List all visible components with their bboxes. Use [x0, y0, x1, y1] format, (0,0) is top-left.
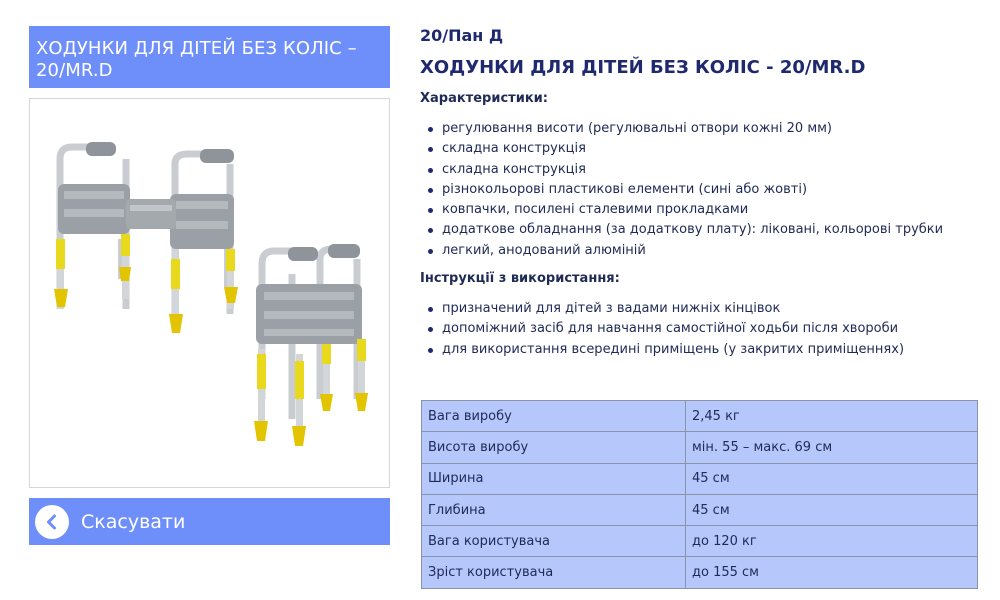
- list-item: складна конструкція: [420, 139, 943, 159]
- list-item: різнокольорові пластикові елементи (сині або жовті): [420, 180, 943, 200]
- spec-key: Глибина: [422, 494, 686, 525]
- list-item: додаткове обладнання (за додаткову плату): ліковані, кольорові трубки: [420, 220, 943, 240]
- table-row: [422, 432, 978, 463]
- spec-value: 45 см: [686, 463, 978, 494]
- product-heading: ХОДУНКИ ДЛЯ ДІТЕЙ БЕЗ КОЛІС - 20/MR.D: [420, 57, 866, 78]
- spec-key: Вага користувача: [422, 526, 686, 557]
- product-code: 20/Пан Д: [420, 26, 504, 45]
- spec-value: до 155 см: [686, 557, 978, 588]
- list-item: складна конструкція: [420, 160, 943, 180]
- spec-key: Зріст користувача: [422, 557, 686, 588]
- table-row: [422, 557, 978, 588]
- left-column: [29, 0, 390, 600]
- list-item: призначений для дітей з вадами нижніх кінцівок: [420, 299, 904, 319]
- list-item: легкий, анодований алюміній: [420, 241, 943, 261]
- characteristics-label: Характеристики:: [420, 91, 548, 106]
- chevron-left-icon: [35, 505, 69, 539]
- table-row: [422, 463, 978, 494]
- table-row: [422, 401, 978, 432]
- table-row: [422, 494, 978, 525]
- list-item: регулювання висоти (регулювальні отвори кожні 20 мм): [420, 119, 943, 139]
- walker-folded-illustration: [254, 244, 368, 446]
- spec-value: до 120 кг: [686, 526, 978, 557]
- spec-key: Ширина: [422, 463, 686, 494]
- spec-key: Висота виробу: [422, 432, 686, 463]
- list-item: допоміжний засіб для навчання самостійної ходьби після хвороби: [420, 319, 904, 339]
- table-row: [422, 526, 978, 557]
- product-image: [29, 98, 390, 488]
- spec-value: 2,45 кг: [686, 401, 978, 432]
- cancel-button-label: Скасувати: [81, 510, 186, 533]
- cancel-button[interactable]: [29, 498, 390, 545]
- spec-value: 45 см: [686, 494, 978, 525]
- list-item: ковпачки, посилені сталевими прокладками: [420, 200, 943, 220]
- walker-open-illustration: [54, 142, 238, 333]
- spec-value: мін. 55 – макс. 69 см: [686, 432, 978, 463]
- walker-product-photo: [30, 99, 389, 487]
- characteristics-list: [420, 119, 943, 261]
- list-item: для використання всередині приміщень (у закритих приміщеннях): [420, 340, 904, 360]
- specs-table: [421, 400, 978, 589]
- instructions-list: [420, 299, 904, 360]
- instructions-label: Інструкції з використання:: [420, 271, 620, 286]
- right-column: [420, 0, 990, 600]
- spec-key: Вага виробу: [422, 401, 686, 432]
- product-title-box: ХОДУНКИ ДЛЯ ДІТЕЙ БЕЗ КОЛІС – 20/MR.D: [29, 26, 390, 88]
